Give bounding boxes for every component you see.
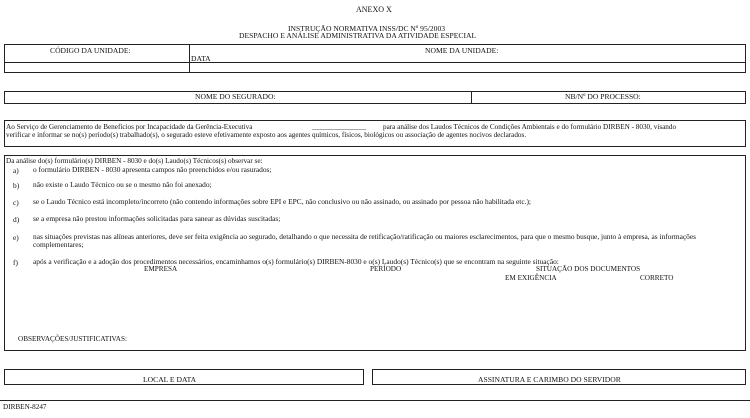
item-letter-b: b)	[13, 181, 20, 190]
column-correct: CORRETO	[640, 274, 674, 282]
item-text-a: o formulário DIRBEN - 8030 apresenta campos não preenchidos e/ou rasurados;	[33, 165, 272, 174]
item-letter-c: c)	[13, 198, 19, 207]
place-date-label: LOCAL E DATA	[143, 375, 197, 384]
column-period: PERÍODO	[370, 265, 402, 273]
document-subtitle: DESPACHO E ANÁLISE ADMINISTRATIVA DA ATIVIDADE ESPECIAL	[239, 31, 477, 40]
column-document-status: SITUAÇÃO DOS DOCUMENTOS	[536, 265, 641, 273]
signature-label: ASSINATURA E CARIMBO DO SERVIDOR	[478, 375, 621, 384]
item-letter-a: a)	[13, 166, 19, 175]
process-number-label: NB/Nº DO PROCESSO:	[565, 92, 641, 101]
annex-label: ANEXO X	[356, 5, 392, 14]
item-text-c: se o Laudo Técnico está incompleto/incorreto (não contendo informações sobre EPI e EPC, não conclusivo ou não assinado, ou assinado por pessoa não habilitada etc.);	[33, 197, 531, 206]
form-code: DIRBEN-8247	[3, 403, 47, 411]
unit-code-label: CÓDIGO DA UNIDADE:	[50, 46, 131, 55]
item-letter-e: e)	[13, 233, 19, 242]
unit-box-rule	[4, 62, 746, 63]
date-label: DATA	[191, 54, 211, 63]
insured-name-label: NOME DO SEGURADO:	[195, 92, 276, 101]
document-title: INSTRUÇÃO NORMATIVA INSS/DC Nº 95/2003	[288, 24, 446, 33]
column-company: EMPRESA	[144, 265, 178, 273]
intro-text-a: Ao Serviço de Gerenciamento de Benefícios por Incapacidade da Gerência-Executiva	[6, 123, 253, 131]
observations-label: OBSERVAÇÕES/JUSTIFICATIVAS:	[18, 335, 127, 343]
item-text-e: nas situações previstas nas alíneas anteriores, deve ser feita exigência ao segurado, detalhando o que necessita de retificação/ratificação ou maiores esclarecimentos, para que o mesmo busque, junto à empresa, as informações complementares;	[33, 232, 697, 250]
item-text-b: não existe o Laudo Técnico ou se o mesmo não foi anexado;	[33, 180, 212, 189]
footer-rule	[0, 400, 750, 401]
unit-box-divider	[189, 44, 190, 73]
analysis-lead: Da análise do(s) formulário(s) DIRBEN - 8030 e do(s) Laudo(s) Técnicos(s) observar se:	[6, 157, 263, 165]
item-text-f: após a verificação e a adoção dos procedimentos necessários, encaminhamos o(s) formulário(s) DIRBEN-8030 e o(s) Laudo(s) Técnico(s) que se encontram na seguinte situação:	[33, 257, 559, 266]
item-letter-d: d)	[13, 215, 20, 224]
insured-box-divider	[471, 91, 472, 104]
executive-blank: _______________	[312, 123, 366, 131]
item-text-d: se a empresa não prestou informações solicitadas para sanear as dúvidas suscitadas;	[33, 214, 281, 223]
intro-text-line2: verificar e informar se no(s) período(s) trabalhado(s), o segurado esteve efetivamente exposto aos agentes químicos, físicos, biológicos ou associação de agentes nocivos declarados.	[6, 131, 527, 139]
column-requirement: EM EXIGÊNCIA	[505, 274, 557, 282]
item-letter-f: f)	[13, 258, 18, 267]
intro-text-b: para análise dos Laudos Técnicos de Condições Ambientais e do formulário DIRBEN - 8030, visando	[383, 123, 677, 131]
unit-name-label: NOME DA UNIDADE:	[425, 46, 499, 55]
